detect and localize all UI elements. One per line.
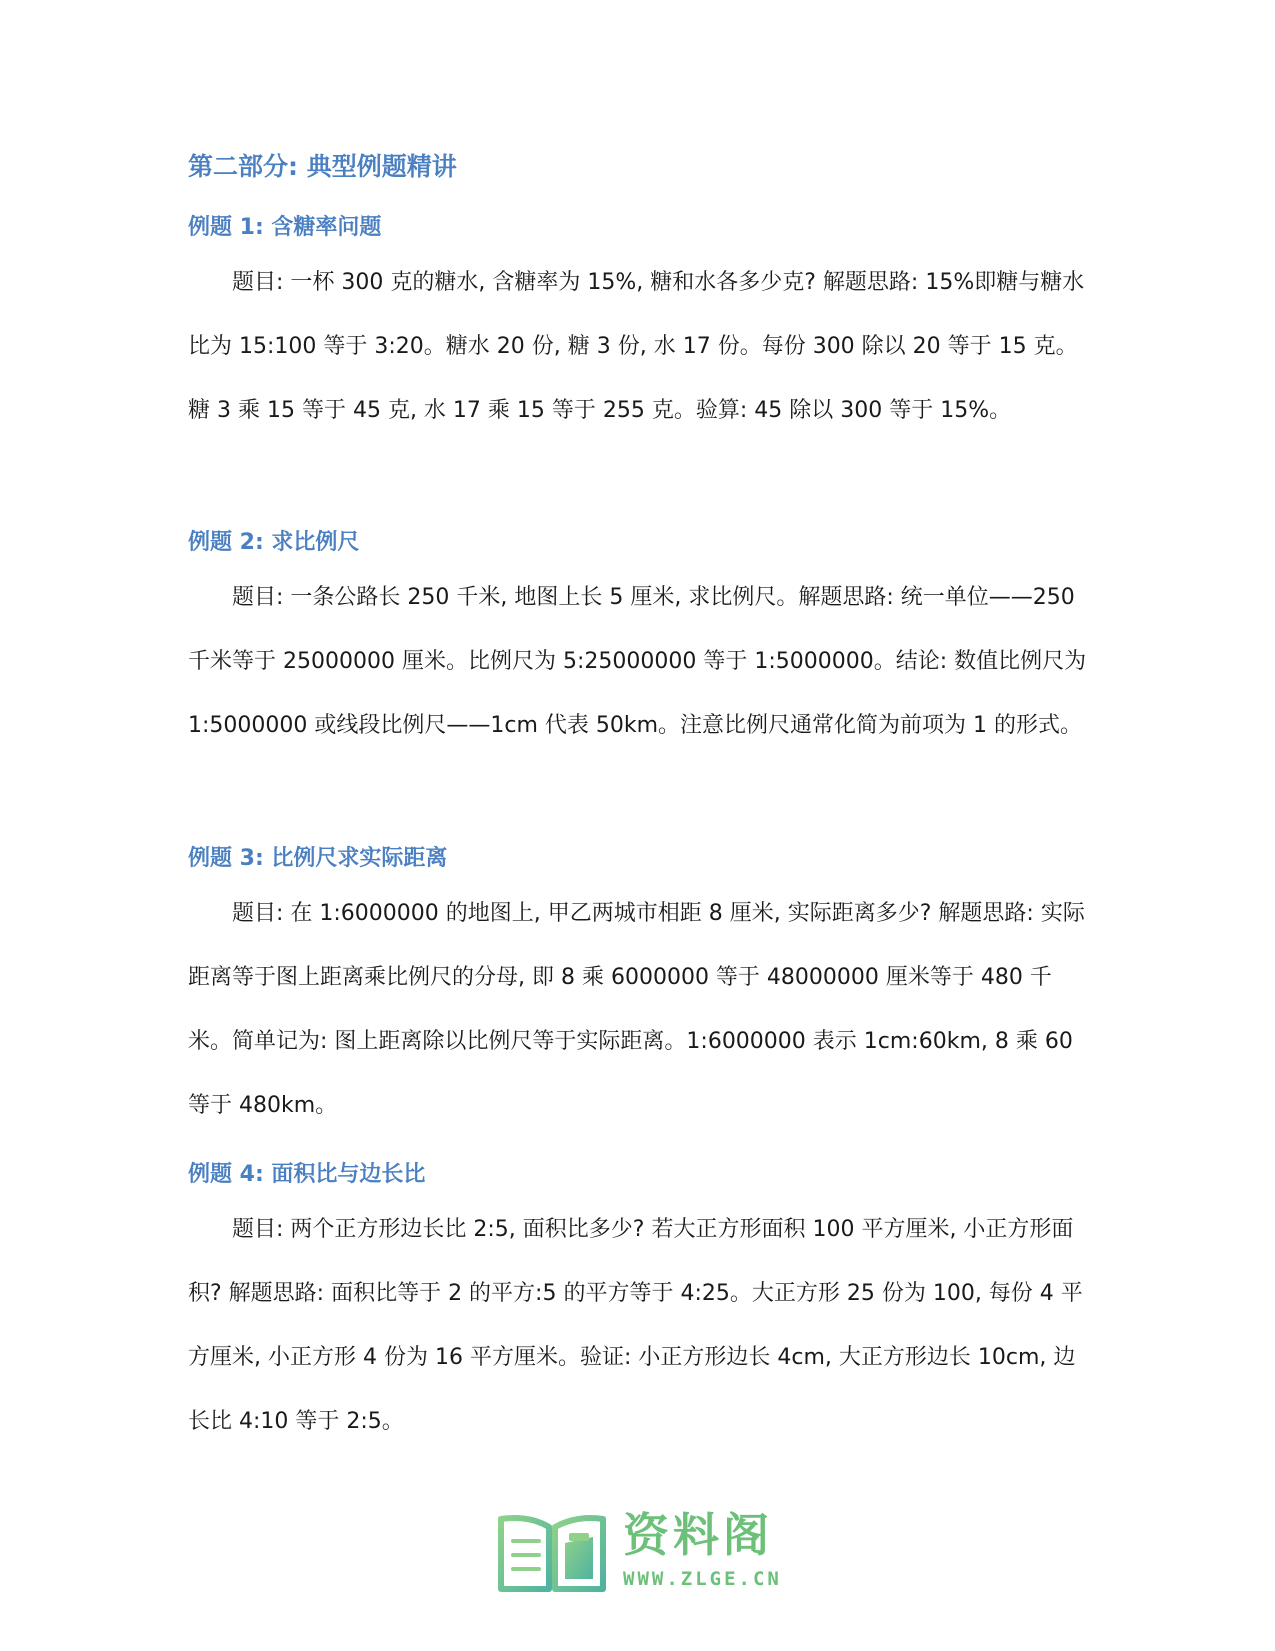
footer-logo	[495, 1505, 795, 1597]
open-book-icon	[495, 1505, 615, 1597]
example-body: 题目: 两个正方形边长比 2:5, 面积比多少? 若大正方形面积 100 平方厘米, 小正方形面积? 解题思路: 面积比等于 2 的平方:5 的平方等于 4:25。大正方形 25 份为 100, 每份 4 平方厘米, 小正方形 4 份为 16 平方厘米。验证: 小正方形边长 4cm, 大正方形边长 10cm, 边长比 4:10 等于 2:5。	[188, 1217, 1083, 1434]
example-body: 题目: 一条公路长 250 千米, 地图上长 5 厘米, 求比例尺。解题思路: 统一单位——250 千米等于 25000000 厘米。比例尺为 5:25000000 等于 1:5000000。结论: 数值比例尺为 1:5000000 或线段比例尺——1cm 代表 50km。注意比例尺通常化简为前项为 1 的形式。	[188, 585, 1087, 738]
example-heading: 例题 3: 比例尺求实际距离	[188, 846, 448, 871]
logo-url: WWW.ZLGE.CN	[623, 1568, 782, 1590]
example-heading: 例题 1: 含糖率问题	[188, 215, 382, 240]
example-4	[188, 1160, 1088, 1454]
example-body: 题目: 一杯 300 克的糖水, 含糖率为 15%, 糖和水各多少克? 解题思路: 15%即糖与糖水比为 15:100 等于 3:20。糖水 20 份, 糖 3 份, 水 17 份。每份 300 除以 20 等于 15 克。糖 3 乘 15 等于 45 克, 水 17 乘 15 等于 255 克。验算: 45 除以 300 等于 15%。	[188, 270, 1085, 423]
example-body: 题目: 在 1:6000000 的地图上, 甲乙两城市相距 8 厘米, 实际距离多少? 解题思路: 实际距离等于图上距离乘比例尺的分母, 即 8 乘 6000000 等于 48000000 厘米等于 480 千米。简单记为: 图上距离除以比例尺等于实际距离。1:6000000 表示 1cm:60km, 8 乘 60 等于 480km。	[188, 901, 1085, 1118]
example-3	[188, 844, 1088, 1138]
logo-name: 资料阁	[623, 1508, 773, 1562]
example-heading: 例题 4: 面积比与边长比	[188, 1162, 426, 1187]
section-title: 第二部分: 典型例题精讲	[188, 152, 457, 181]
example-heading: 例题 2: 求比例尺	[188, 530, 360, 555]
example-2	[188, 528, 1088, 758]
example-1	[188, 213, 1088, 443]
